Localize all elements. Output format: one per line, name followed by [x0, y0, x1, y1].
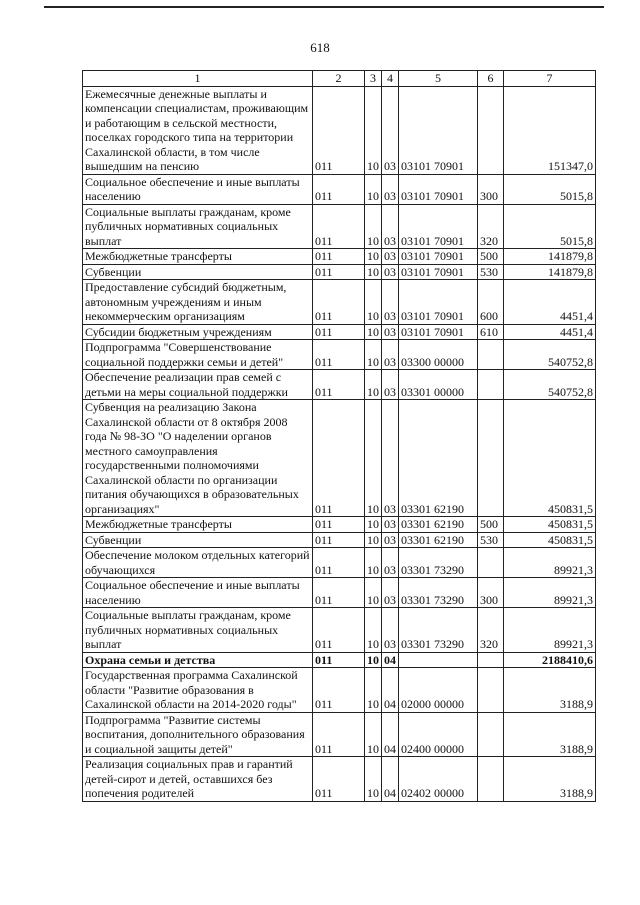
expense-type-cell: 300 — [478, 578, 504, 608]
expense-type-cell: 320 — [478, 608, 504, 653]
table-row — [83, 324, 596, 340]
table-row — [83, 340, 596, 370]
target-article-cell: 03301 73290 — [399, 578, 478, 608]
section-cell: 10 — [365, 517, 382, 533]
row-name-cell: Обеспечение молоком отдельных категорий обучающихся — [83, 548, 313, 578]
row-name-cell: Субвенция на реализацию Закона Сахалинской области от 8 октября 2008 года № 98-ЗО "О наделении органов местного самоуправления государственными полномочиями Сахалинской области по организации питания обучающихся в образовательных организациях" — [83, 400, 313, 517]
section-cell: 10 — [365, 370, 382, 400]
subsection-cell: 03 — [382, 86, 399, 174]
section-cell: 10 — [365, 340, 382, 370]
section-cell: 10 — [365, 174, 382, 204]
amount-cell: 3188,9 — [504, 757, 596, 802]
subsection-cell: 03 — [382, 578, 399, 608]
target-article-cell: 03300 00000 — [399, 340, 478, 370]
subsection-cell: 04 — [382, 668, 399, 713]
admin-code-cell: 011 — [313, 340, 365, 370]
section-cell: 10 — [365, 668, 382, 713]
target-article-cell: 03101 70901 — [399, 204, 478, 249]
table-row — [83, 652, 596, 668]
amount-cell: 540752,8 — [504, 340, 596, 370]
subsection-cell: 03 — [382, 204, 399, 249]
target-article-cell: 03301 73290 — [399, 608, 478, 653]
row-name-cell: Ежемесячные денежные выплаты и компенсации специалистам, проживающим и работающим в сельской местности, поселках городского типа на территории Сахалинской области, в том числе вышедшим на пенсию — [83, 86, 313, 174]
section-cell: 10 — [365, 249, 382, 265]
expense-type-cell: 610 — [478, 324, 504, 340]
expense-type-cell — [478, 340, 504, 370]
table-row — [83, 668, 596, 713]
expense-type-cell — [478, 757, 504, 802]
table-row — [83, 174, 596, 204]
expense-type-cell: 300 — [478, 174, 504, 204]
header-row — [83, 71, 596, 87]
target-article-cell: 03101 70901 — [399, 324, 478, 340]
amount-cell: 2188410,6 — [504, 652, 596, 668]
row-name-cell: Субвенции — [83, 532, 313, 548]
row-name-cell: Подпрограмма "Развитие системы воспитания, дополнительного образования и социальной защиты детей" — [83, 712, 313, 757]
amount-cell: 450831,5 — [504, 532, 596, 548]
amount-cell: 141879,8 — [504, 249, 596, 265]
section-cell: 10 — [365, 400, 382, 517]
admin-code-cell: 011 — [313, 517, 365, 533]
section-cell: 10 — [365, 532, 382, 548]
table-row — [83, 532, 596, 548]
section-cell: 10 — [365, 712, 382, 757]
top-rule — [44, 6, 604, 8]
row-name-cell: Обеспечение реализации прав семей с детьми на меры социальной поддержки — [83, 370, 313, 400]
admin-code-cell: 011 — [313, 532, 365, 548]
table-row — [83, 264, 596, 280]
subsection-cell: 03 — [382, 400, 399, 517]
target-article-cell: 03301 62190 — [399, 400, 478, 517]
row-name-cell: Межбюджетные трансферты — [83, 517, 313, 533]
subsection-cell: 03 — [382, 249, 399, 265]
target-article-cell: 03101 70901 — [399, 86, 478, 174]
amount-cell: 5015,8 — [504, 204, 596, 249]
target-article-cell: 03301 62190 — [399, 532, 478, 548]
amount-cell: 4451,4 — [504, 324, 596, 340]
row-name-cell: Субсидии бюджетным учреждениям — [83, 324, 313, 340]
amount-cell: 3188,9 — [504, 712, 596, 757]
subsection-cell: 03 — [382, 174, 399, 204]
target-article-cell: 03301 73290 — [399, 548, 478, 578]
expense-type-cell — [478, 86, 504, 174]
table-row — [83, 712, 596, 757]
admin-code-cell: 011 — [313, 324, 365, 340]
expense-type-cell: 530 — [478, 264, 504, 280]
column-header: 2 — [313, 71, 365, 87]
admin-code-cell: 011 — [313, 578, 365, 608]
amount-cell: 450831,5 — [504, 517, 596, 533]
subsection-cell: 03 — [382, 517, 399, 533]
page-number: 618 — [310, 40, 330, 55]
admin-code-cell: 011 — [313, 280, 365, 325]
target-article-cell: 03101 70901 — [399, 264, 478, 280]
admin-code-cell: 011 — [313, 264, 365, 280]
expense-type-cell — [478, 652, 504, 668]
expense-type-cell: 500 — [478, 249, 504, 265]
section-cell: 10 — [365, 280, 382, 325]
column-header: 1 — [83, 71, 313, 87]
budget-table — [82, 70, 596, 802]
target-article-cell: 03101 70901 — [399, 174, 478, 204]
expense-type-cell: 500 — [478, 517, 504, 533]
admin-code-cell: 011 — [313, 174, 365, 204]
admin-code-cell: 011 — [313, 548, 365, 578]
section-cell: 10 — [365, 548, 382, 578]
section-cell: 10 — [365, 264, 382, 280]
section-cell: 10 — [365, 204, 382, 249]
expense-type-cell — [478, 668, 504, 713]
column-header: 4 — [382, 71, 399, 87]
subsection-cell: 03 — [382, 280, 399, 325]
admin-code-cell: 011 — [313, 400, 365, 517]
subsection-cell: 03 — [382, 340, 399, 370]
amount-cell: 89921,3 — [504, 578, 596, 608]
amount-cell: 151347,0 — [504, 86, 596, 174]
subsection-cell: 04 — [382, 757, 399, 802]
row-name-cell: Социальные выплаты гражданам, кроме публичных нормативных социальных выплат — [83, 204, 313, 249]
table-row — [83, 400, 596, 517]
target-article-cell — [399, 652, 478, 668]
amount-cell: 4451,4 — [504, 280, 596, 325]
amount-cell: 3188,9 — [504, 668, 596, 713]
expense-type-cell — [478, 400, 504, 517]
column-header: 7 — [504, 71, 596, 87]
table-row — [83, 608, 596, 653]
expense-type-cell — [478, 712, 504, 757]
expense-type-cell: 600 — [478, 280, 504, 325]
admin-code-cell: 011 — [313, 370, 365, 400]
amount-cell: 540752,8 — [504, 370, 596, 400]
target-article-cell: 03301 62190 — [399, 517, 478, 533]
expense-type-cell — [478, 370, 504, 400]
row-name-cell: Социальное обеспечение и иные выплаты населению — [83, 174, 313, 204]
table-row — [83, 578, 596, 608]
target-article-cell: 03301 00000 — [399, 370, 478, 400]
amount-cell: 141879,8 — [504, 264, 596, 280]
admin-code-cell: 011 — [313, 668, 365, 713]
section-cell: 10 — [365, 652, 382, 668]
table-row — [83, 517, 596, 533]
amount-cell: 89921,3 — [504, 548, 596, 578]
admin-code-cell: 011 — [313, 204, 365, 249]
row-name-cell: Охрана семьи и детства — [83, 652, 313, 668]
amount-cell: 450831,5 — [504, 400, 596, 517]
table-row — [83, 757, 596, 802]
row-name-cell: Подпрограмма "Совершенствование социальной поддержки семьи и детей" — [83, 340, 313, 370]
expense-type-cell: 530 — [478, 532, 504, 548]
target-article-cell: 03101 70901 — [399, 249, 478, 265]
subsection-cell: 03 — [382, 608, 399, 653]
column-header: 5 — [399, 71, 478, 87]
subsection-cell: 03 — [382, 370, 399, 400]
row-name-cell: Межбюджетные трансферты — [83, 249, 313, 265]
row-name-cell: Социальное обеспечение и иные выплаты населению — [83, 578, 313, 608]
section-cell: 10 — [365, 757, 382, 802]
amount-cell: 89921,3 — [504, 608, 596, 653]
expense-type-cell: 320 — [478, 204, 504, 249]
admin-code-cell: 011 — [313, 712, 365, 757]
subsection-cell: 04 — [382, 652, 399, 668]
table-row — [83, 370, 596, 400]
row-name-cell: Реализация социальных прав и гарантий детей-сирот и детей, оставшихся без попечения родителей — [83, 757, 313, 802]
row-name-cell: Предоставление субсидий бюджетным, автономным учреждениям и иным некоммерческим организациям — [83, 280, 313, 325]
subsection-cell: 03 — [382, 264, 399, 280]
row-name-cell: Государственная программа Сахалинской области "Развитие образования в Сахалинской области на 2014-2020 годы" — [83, 668, 313, 713]
subsection-cell: 03 — [382, 548, 399, 578]
row-name-cell: Субвенции — [83, 264, 313, 280]
table-row — [83, 86, 596, 174]
column-header: 6 — [478, 71, 504, 87]
target-article-cell: 03101 70901 — [399, 280, 478, 325]
subsection-cell: 03 — [382, 532, 399, 548]
admin-code-cell: 011 — [313, 652, 365, 668]
subsection-cell: 03 — [382, 324, 399, 340]
row-name-cell: Социальные выплаты гражданам, кроме публичных нормативных социальных выплат — [83, 608, 313, 653]
table-row — [83, 204, 596, 249]
expense-type-cell — [478, 548, 504, 578]
column-header: 3 — [365, 71, 382, 87]
target-article-cell: 02400 00000 — [399, 712, 478, 757]
subsection-cell: 04 — [382, 712, 399, 757]
table-row — [83, 249, 596, 265]
section-cell: 10 — [365, 578, 382, 608]
admin-code-cell: 011 — [313, 608, 365, 653]
section-cell: 10 — [365, 324, 382, 340]
admin-code-cell: 011 — [313, 249, 365, 265]
section-cell: 10 — [365, 608, 382, 653]
section-cell: 10 — [365, 86, 382, 174]
admin-code-cell: 011 — [313, 757, 365, 802]
target-article-cell: 02402 00000 — [399, 757, 478, 802]
table-row — [83, 548, 596, 578]
table-row — [83, 280, 596, 325]
target-article-cell: 02000 00000 — [399, 668, 478, 713]
amount-cell: 5015,8 — [504, 174, 596, 204]
admin-code-cell: 011 — [313, 86, 365, 174]
